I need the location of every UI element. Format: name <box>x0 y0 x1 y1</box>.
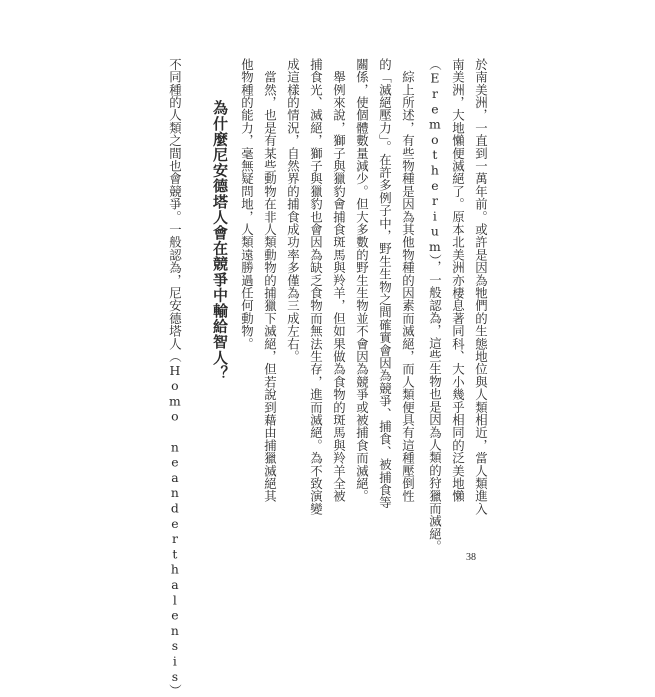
text-column-12: 不同種的人類之間也會競爭。一般認為，尼安德塔人（Homo neanderthalensis） <box>167 58 183 697</box>
section-heading: 為什麼尼安德塔人會在競爭中輸給智人？ <box>211 100 229 381</box>
page-number: 38 <box>466 552 476 563</box>
text-column-10: 當然，也是有某些動物在非人類動物的捕獵下滅絕，但若說到藉由捕獵滅絕其 <box>262 58 278 503</box>
text-column-2: 南美洲，大地懶便滅絕了。原本北美洲亦棲息著同科、大小幾乎相同的泛美地懶 <box>450 58 466 503</box>
text-column-6: 關係，使個體數量減少。但大多數的野生生物並不會因為競爭或被捕食而滅絕。 <box>354 58 370 503</box>
text-column-9: 成這樣的情況，自然界的捕食成功率多僅為三成左右。 <box>285 58 301 363</box>
text-column-7: 舉例來說，獅子與獵豹會捕食斑馬與羚羊，但如果做為食物的斑馬與羚羊全被 <box>331 58 347 503</box>
text-column-5: 的「滅絕壓力」。在許多例子中，野生生物之間確實會因為競爭、捕食、被捕食等 <box>377 58 393 509</box>
text-column-11: 他物種的能力，毫無疑問地，人類遠勝過任何動物。 <box>239 58 255 351</box>
text-column-3: （Eremotherium），一般認為，這些生物也是因為人類的狩獵而滅絕。 <box>427 58 443 553</box>
text-column-4: 綜上所述，有些物種是因為其他物種的因素而滅絕，而人類便具有這種壓倒性 <box>400 58 416 503</box>
text-column-1: 於南美洲，一直到一萬年前。或許是因為牠們的生態地位與人類相近，當人類進入 <box>473 58 489 516</box>
text-column-8: 捕食光、滅絕，獅子與獵豹也會因為缺乏食物而無法生存，進而滅絕。為不致演變 <box>308 58 324 516</box>
